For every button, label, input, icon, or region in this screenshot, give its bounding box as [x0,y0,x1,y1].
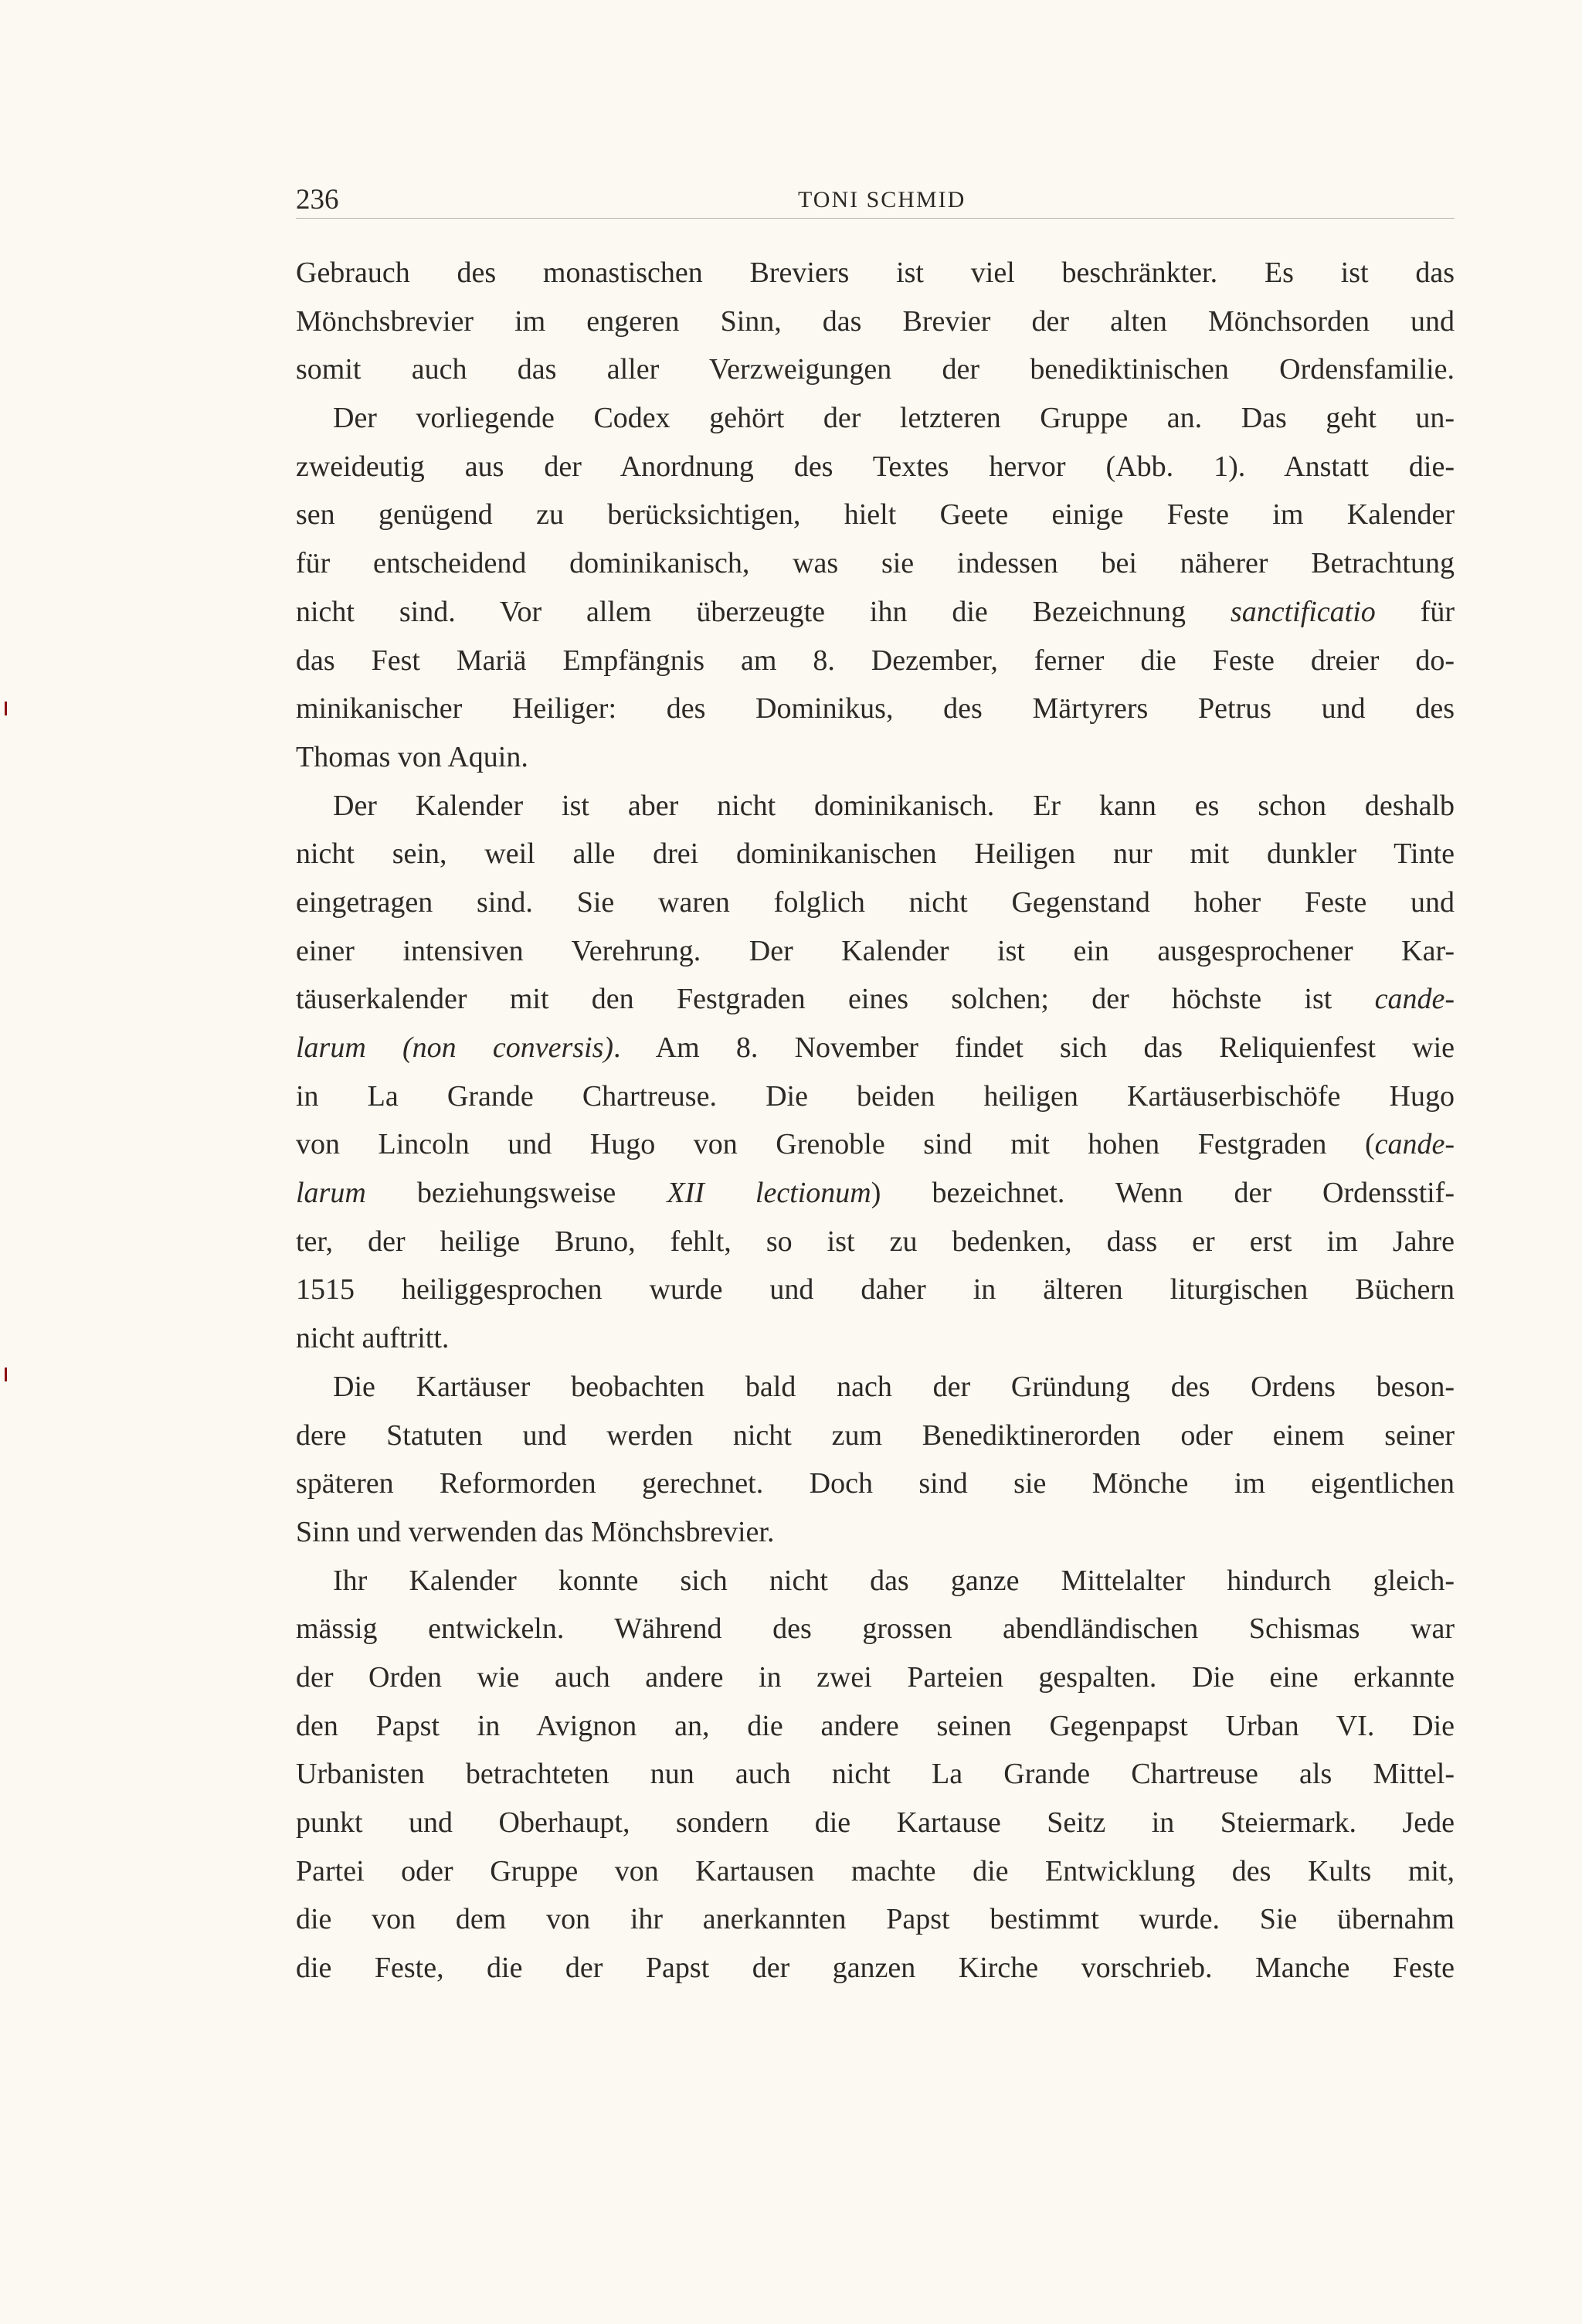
text-line: nicht auftritt. [296,1322,450,1355]
text-line: Mönchsbrevier im engeren Sinn, das Brevier der alten Mönchsorden und [296,304,1455,338]
text-line: den Papst in Avignon an, die andere seinen Gegenpapst Urban VI. Die [296,1709,1455,1742]
margin-mark [5,702,7,715]
margin-mark [5,1368,7,1381]
running-title: TONI SCHMID [798,187,966,212]
text-line: minikanischer Heiliger: des Dominikus, des Märtyrers Petrus und des [296,692,1455,725]
text-line: von Lincoln und Hugo von Grenoble sind mit hohen Festgraden (cande- [296,1128,1455,1161]
text-line: der Orden wie auch andere in zwei Parteien gespalten. Die eine erkannte [296,1660,1455,1694]
text-line: larum (non conversis). Am 8. November findet sich das Reliquienfest wie [296,1031,1455,1064]
text-line: Sinn und verwenden das Mönchsbrevier. [296,1515,775,1548]
text-line: sen genügend zu berücksichtigen, hielt Geete einige Feste im Kalender [296,498,1455,532]
text-line: Der Kalender ist aber nicht dominikanisch. Er kann es schon deshalb [333,789,1455,822]
text-line: Urbanisten betrachteten nun auch nicht La Grande Chartreuse als Mittel- [296,1758,1455,1791]
text-line: Die Kartäuser beobachten bald nach der Gründung des Ordens beson- [333,1370,1455,1403]
body-text [296,249,1455,1993]
text-line: späteren Reformorden gerechnet. Doch sind sie Mönche im eigentlichen [296,1467,1455,1500]
text-line: punkt und Oberhaupt, sondern die Kartause Seitz in Steiermark. Jede [296,1806,1455,1839]
text-line: die von dem von ihr anerkannten Papst bestimmt wurde. Sie übernahm [296,1903,1455,1936]
text-line: eingetragen sind. Sie waren folglich nicht Gegenstand hoher Feste und [296,885,1455,919]
text-line: das Fest Mariä Empfängnis am 8. Dezember, ferner die Feste dreier do- [296,644,1455,677]
text-line: mässig entwickeln. Während des grossen abendländischen Schismas war [296,1612,1455,1646]
text-line: ter, der heilige Bruno, fehlt, so ist zu bedenken, dass er erst im Jahre [296,1225,1455,1258]
page-header [296,182,1455,219]
text-line: in La Grande Chartreuse. Die beiden heiligen Kartäuserbischöfe Hugo [296,1079,1455,1113]
text-line: dere Statuten und werden nicht zum Benediktinerorden oder einem seiner [296,1419,1455,1452]
text-line: Der vorliegende Codex gehört der letzteren Gruppe an. Das geht un- [333,402,1455,435]
text-line: nicht sind. Vor allem überzeugte ihn die Bezeichnung sanctificatio für [296,595,1455,628]
text-line: die Feste, die der Papst der ganzen Kirche vorschrieb. Manche Feste [296,1952,1455,1985]
text-line: Ihr Kalender konnte sich nicht das ganze Mittelalter hindurch gleich- [333,1564,1455,1597]
text-line: 1515 heiliggesprochen wurde und daher in älteren liturgischen Büchern [296,1273,1455,1306]
text-line: einer intensiven Verehrung. Der Kalender ist ein ausgesprochener Kar- [296,934,1455,967]
text-line: täuserkalender mit den Festgraden eines solchen; der höchste ist cande- [296,983,1455,1016]
page-number: 236 [296,184,339,216]
text-line: nicht sein, weil alle drei dominikanischen Heiligen nur mit dunkler Tinte [296,838,1455,871]
text-line: Partei oder Gruppe von Kartausen machte die Entwicklung des Kults mit, [296,1854,1455,1887]
text-line: somit auch das aller Verzweigungen der benediktinischen Ordensfamilie. [296,353,1455,386]
text-line: Gebrauch des monastischen Breviers ist viel beschränkter. Es ist das [296,257,1455,289]
text-line: Thomas von Aquin. [296,740,528,773]
text-line: für entscheidend dominikanisch, was sie indessen bei näherer Betrachtung [296,547,1455,580]
text-line: zweideutig aus der Anordnung des Textes hervor (Abb. 1). Anstatt die- [296,450,1455,483]
text-line: larum beziehungsweise XII lectionum) bezeichnet. Wenn der Ordensstif- [296,1177,1455,1210]
